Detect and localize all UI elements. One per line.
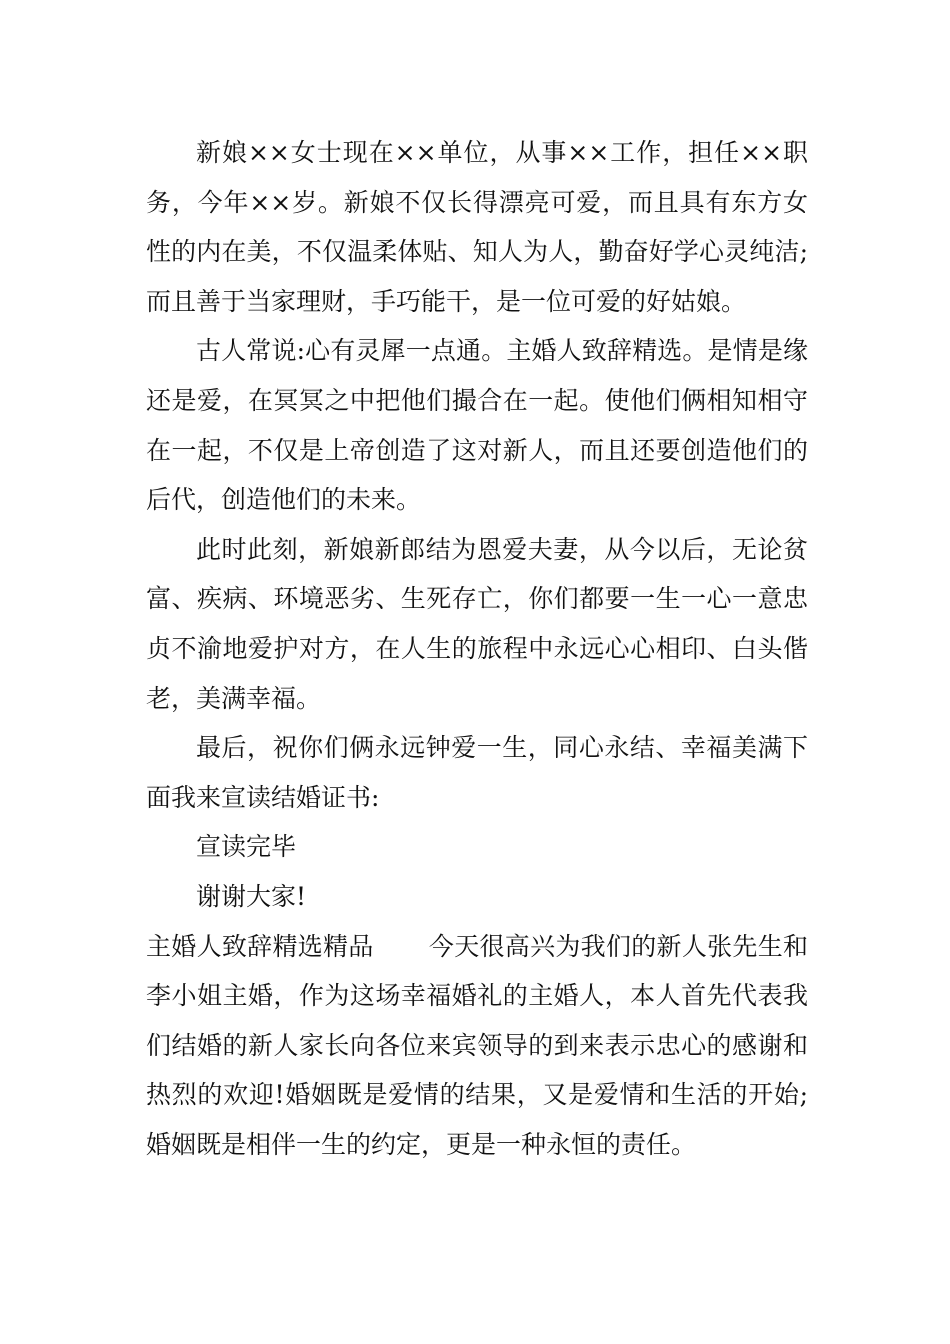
paragraph-thanks: 谢谢大家! (196, 881, 307, 911)
document-body (146, 128, 808, 1169)
section-heading: 主婚人致辞精选精品 (146, 931, 374, 961)
paragraph-vows: 此时此刻，新娘新郎结为恩爱夫妻，从今以后，无论贫富、疾病、环境恶劣、生死存亡，你们都要一生一心一意忠贞不渝地爱护对方，在人生的旅程中永远心心相印、白头偕老，美满幸福。 (146, 534, 808, 713)
paragraph-bride-intro: 新娘××女士现在××单位，从事××工作，担任××职务，今年××岁。新娘不仅长得漂亮可爱，而且具有东方女性的内在美，不仅温柔体贴、知人为人，勤奋好学心灵纯洁;而且善于当家理财，手巧能干，是一位可爱的好姑娘。 (146, 138, 808, 316)
section-body: 今天很高兴为我们的新人张先生和李小姐主婚，作为这场幸福婚礼的主婚人，本人首先代表我们结婚的新人家长向各位来宾领导的到来表示忠心的感谢和热烈的欢迎!婚姻既是爱情的结果，又是爱情和生活的开始;婚姻既是相伴一生的约定，更是一种永恒的责任。 (146, 931, 808, 1159)
paragraph-final (146, 922, 808, 1170)
paragraph-blessing: 最后，祝你们俩永远钟爱一生，同心永结、幸福美满下面我来宣读结婚证书: (146, 733, 808, 812)
paragraph-destiny: 古人常说:心有灵犀一点通。主婚人致辞精选。是情是缘还是爱，在冥冥之中把他们撮合在一起。使他们俩相知相守在一起，不仅是上帝创造了这对新人，而且还要创造他们的后代，创造他们的未来。 (146, 336, 808, 515)
paragraph-reading-done: 宣读完毕 (196, 832, 297, 862)
